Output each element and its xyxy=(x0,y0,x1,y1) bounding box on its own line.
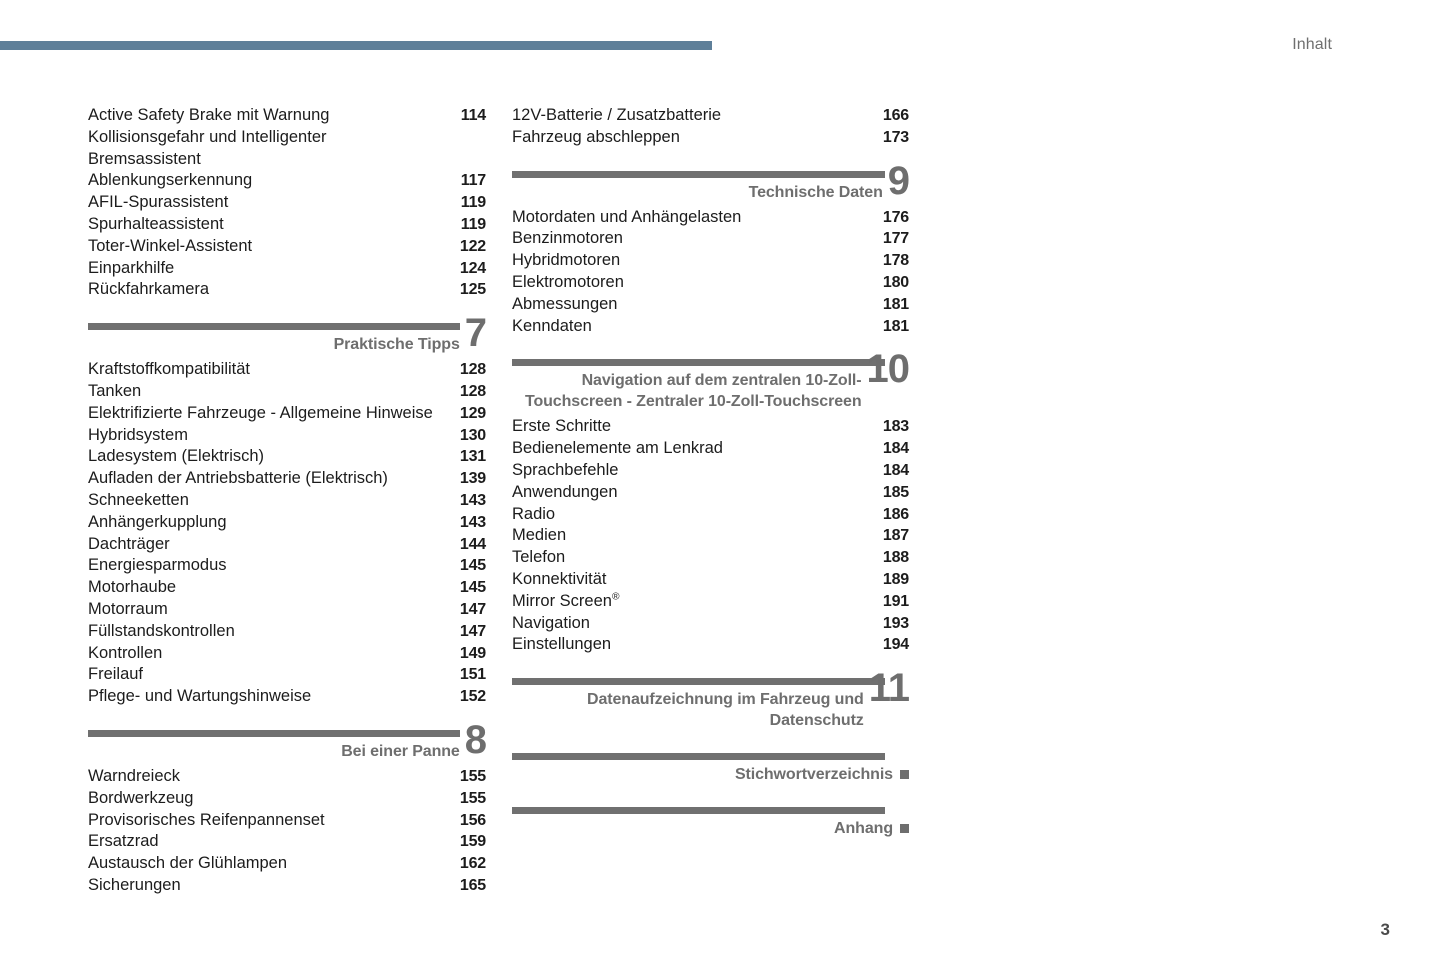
toc-entry[interactable] xyxy=(512,316,909,338)
toc-entry-page-number: 147 xyxy=(459,622,486,640)
toc-entry-title: Einparkhilfe xyxy=(88,258,175,277)
toc-entry-page-number: 145 xyxy=(459,557,486,575)
toc-entry[interactable] xyxy=(88,621,486,643)
toc-section-header[interactable] xyxy=(512,158,909,203)
running-head: Inhalt xyxy=(1292,36,1332,53)
toc-entry-page-number: 181 xyxy=(882,295,909,313)
toc-section-header[interactable] xyxy=(512,666,909,731)
toc-entry-page-number: 189 xyxy=(882,570,909,588)
toc-entry-title: Sicherungen xyxy=(88,875,181,894)
toc-entry-page-number: 159 xyxy=(459,833,486,851)
toc-entry-page-number: 151 xyxy=(459,666,486,684)
toc-entry-title: Pflege- und Wartungshinweise xyxy=(88,687,312,706)
toc-entry[interactable] xyxy=(512,482,909,504)
toc-entry-title: Rückfahrkamera xyxy=(88,280,210,299)
toc-entry-page-number: 180 xyxy=(882,273,909,291)
toc-entry[interactable] xyxy=(88,534,486,556)
registered-trademark-icon: ® xyxy=(611,591,620,603)
toc-entry-page-number: 177 xyxy=(882,230,909,248)
toc-entry-title: Tanken xyxy=(88,381,142,400)
toc-entry-title: Füllstandskontrollen xyxy=(88,621,235,640)
toc-entry[interactable] xyxy=(88,170,486,192)
toc-entry[interactable] xyxy=(88,686,486,708)
toc-entry-page-number: 129 xyxy=(459,404,486,422)
toc-entry-title: Hybridmotoren xyxy=(512,251,621,270)
toc-entry-title: Benzinmotoren xyxy=(512,229,623,248)
toc-entry-page-number: 125 xyxy=(459,281,486,299)
toc-entry-title: Dachträger xyxy=(88,534,170,553)
toc-entry-title: Freilauf xyxy=(88,665,144,684)
toc-entry-page-number: 194 xyxy=(882,636,909,654)
section-chapter-number: 9 xyxy=(887,158,909,203)
toc-entry-title: Motorraum xyxy=(88,599,168,618)
toc-entry-page-number: 119 xyxy=(460,194,486,212)
toc-entry-group xyxy=(512,105,909,149)
toc-entry-title: Ablenkungserkennung xyxy=(88,171,253,190)
toc-entry[interactable] xyxy=(88,490,486,512)
toc-entry-title: Warndreieck xyxy=(88,766,180,785)
toc-entry-title: Einstellungen xyxy=(512,635,612,654)
toc-entry-group xyxy=(88,105,486,301)
section-header-row xyxy=(512,347,909,412)
toc-entry[interactable] xyxy=(512,250,909,272)
toc-entry[interactable] xyxy=(512,525,909,547)
toc-entry[interactable] xyxy=(88,577,486,599)
section-rule xyxy=(88,730,460,737)
toc-entry-title: Kenndaten xyxy=(512,316,592,335)
page-number: 3 xyxy=(1380,920,1390,939)
toc-entry-page-number: 122 xyxy=(459,237,486,255)
toc-entry-title: Schneeketten xyxy=(88,490,189,509)
toc-entry-page-number: 156 xyxy=(459,811,486,829)
toc-entry-title: Motordaten und Anhängelasten xyxy=(512,207,742,226)
toc-entry-title: Toter-Winkel-Assistent xyxy=(88,236,253,255)
section-rule xyxy=(88,323,460,330)
toc-entry[interactable] xyxy=(88,664,486,686)
toc-entry-page-number: 130 xyxy=(459,426,486,444)
section-rule xyxy=(512,753,885,760)
toc-entry-page-number: 143 xyxy=(459,491,486,509)
toc-entry-page-number: 176 xyxy=(882,208,909,226)
toc-entry-title: Aufladen der Antriebsbatterie (Elektrisch) xyxy=(88,469,388,488)
section-rule xyxy=(512,807,885,814)
toc-entry-title: AFIL-Spurassistent xyxy=(88,193,229,212)
toc-entry-title: Fahrzeug abschleppen xyxy=(512,127,680,146)
toc-entry[interactable] xyxy=(88,555,486,577)
toc-entry-group xyxy=(88,766,486,897)
section-rule xyxy=(512,171,885,178)
section-title: Navigation auf dem zentralen 10-Zoll-Touchscreen - Zentraler 10-Zoll-Touchscreen xyxy=(524,372,862,411)
toc-entry[interactable] xyxy=(512,228,909,250)
square-marker-icon xyxy=(900,770,909,779)
toc-entry[interactable] xyxy=(88,853,486,875)
toc-entry[interactable] xyxy=(88,810,486,832)
toc-entry[interactable] xyxy=(512,613,909,635)
toc-entry-title: Medien xyxy=(512,526,567,545)
toc-entry[interactable] xyxy=(512,105,909,127)
toc-entry-page-number: 149 xyxy=(459,644,486,662)
toc-section-header[interactable] xyxy=(512,753,909,785)
toc-entry-page-number: 181 xyxy=(882,317,909,335)
toc-entry-title: Ersatzrad xyxy=(88,832,159,851)
section-title: Datenaufzeichnung im Fahrzeug und Datenschutz xyxy=(586,691,864,730)
toc-entry-title: Anwendungen xyxy=(512,482,618,501)
toc-entry-page-number: 173 xyxy=(882,128,909,146)
toc-entry[interactable] xyxy=(88,359,486,381)
toc-entry[interactable] xyxy=(512,438,909,460)
section-title: Anhang xyxy=(834,820,893,838)
toc-entry[interactable] xyxy=(88,236,486,258)
toc-entry-page-number: 139 xyxy=(459,470,486,488)
toc-entry-group xyxy=(512,416,909,656)
section-rule xyxy=(512,678,885,685)
toc-entry-page-number: 165 xyxy=(459,876,486,894)
toc-entry[interactable] xyxy=(512,294,909,316)
toc-entry-page-number: 145 xyxy=(459,579,486,597)
section-title: Praktische Tipps xyxy=(333,336,460,354)
toc-entry[interactable] xyxy=(512,634,909,656)
toc-entry-page-number: 131 xyxy=(459,448,486,466)
section-chapter-number: 8 xyxy=(464,717,486,762)
toc-entry-title: Spurhalteassistent xyxy=(88,214,224,233)
toc-entry-page-number: 188 xyxy=(882,549,909,567)
toc-entry-page-number: 119 xyxy=(460,215,486,233)
toc-entry-title: Ladesystem (Elektrisch) xyxy=(88,447,265,466)
toc-entry[interactable] xyxy=(512,272,909,294)
toc-entry[interactable] xyxy=(88,831,486,853)
toc-entry[interactable] xyxy=(88,258,486,280)
toc-entry-title: Radio xyxy=(512,504,556,523)
toc-entry[interactable] xyxy=(88,214,486,236)
toc-entry[interactable] xyxy=(512,207,909,229)
toc-entry[interactable] xyxy=(88,599,486,621)
toc-entry-title: Telefon xyxy=(512,548,566,567)
toc-entry[interactable] xyxy=(512,547,909,569)
toc-entry-page-number: 117 xyxy=(460,172,486,190)
toc-entry[interactable] xyxy=(512,416,909,438)
toc-entry-page-number: 124 xyxy=(459,259,486,277)
square-marker-icon xyxy=(900,824,909,833)
toc-entry-title: Motorhaube xyxy=(88,578,177,597)
section-header-row xyxy=(512,158,909,203)
toc-entry-title: Kraftstoffkompatibilität xyxy=(88,360,251,379)
toc-entry-page-number: 128 xyxy=(459,382,486,400)
toc-entry-page-number: 183 xyxy=(882,418,909,436)
section-title: Bei einer Panne xyxy=(341,742,460,760)
toc-section-header[interactable] xyxy=(88,311,486,356)
toc-entry-title: Hybridsystem xyxy=(88,425,188,444)
section-header-row xyxy=(512,763,909,785)
toc-entry-title: Bedienelemente am Lenkrad xyxy=(512,439,723,458)
toc-entry-page-number: 193 xyxy=(882,614,909,632)
toc-entry[interactable] xyxy=(512,504,909,526)
toc-entry-page-number: 184 xyxy=(882,461,909,479)
toc-entry-title: Energiesparmodus xyxy=(88,556,227,575)
toc-entry-title: Kontrollen xyxy=(88,643,163,662)
section-title: Technische Daten xyxy=(748,183,883,201)
section-chapter-number: 11 xyxy=(868,666,909,711)
toc-entry-page-number: 147 xyxy=(459,600,486,618)
toc-entry[interactable] xyxy=(88,425,486,447)
toc-entry-title: Sprachbefehle xyxy=(512,460,619,479)
toc-entry[interactable] xyxy=(88,279,486,301)
toc-entry-page-number: 114 xyxy=(460,107,486,124)
section-header-row xyxy=(512,666,909,731)
toc-entry[interactable] xyxy=(88,105,486,170)
toc-entry-title: 12V-Batterie / Zusatzbatterie xyxy=(512,106,722,124)
section-rule xyxy=(512,359,885,366)
toc-entry[interactable] xyxy=(512,460,909,482)
toc-entry-group xyxy=(88,359,486,708)
toc-section-header[interactable] xyxy=(88,717,486,762)
toc-entry-page-number: 166 xyxy=(882,107,909,124)
toc-entry-title: Konnektivität xyxy=(512,569,607,588)
toc-entry[interactable] xyxy=(88,192,486,214)
toc-column-right xyxy=(512,105,909,843)
toc-entry-page-number: 186 xyxy=(882,505,909,523)
section-header-row xyxy=(512,817,909,839)
toc-entry-title: Bordwerkzeug xyxy=(88,788,194,807)
toc-entry-page-number: 191 xyxy=(882,592,909,610)
toc-entry[interactable] xyxy=(88,512,486,534)
toc-entry-page-number: 155 xyxy=(459,789,486,807)
toc-entry[interactable] xyxy=(88,468,486,490)
section-chapter-number: 10 xyxy=(866,347,909,392)
toc-entry[interactable] xyxy=(88,643,486,665)
toc-entry[interactable] xyxy=(88,875,486,897)
toc-entry[interactable] xyxy=(512,569,909,591)
toc-section-header[interactable] xyxy=(512,807,909,839)
toc-entry-title: Elektrifizierte Fahrzeuge - Allgemeine Hinweise xyxy=(88,403,433,422)
toc-entry-page-number: 128 xyxy=(459,361,486,379)
toc-entry-page-number: 178 xyxy=(882,252,909,270)
toc-entry-title: Mirror Screen® xyxy=(512,591,620,610)
toc-entry-title: Elektromotoren xyxy=(512,272,624,291)
toc-column-left xyxy=(88,105,486,897)
toc-entry-page-number: 187 xyxy=(882,527,909,545)
toc-entry-title: Navigation xyxy=(512,613,590,632)
toc-entry-page-number: 143 xyxy=(459,513,486,531)
toc-entry[interactable] xyxy=(88,403,486,425)
toc-entry-title: Anhängerkupplung xyxy=(88,512,227,531)
toc-entry-page-number: 185 xyxy=(882,483,909,501)
section-title: Stichwortverzeichnis xyxy=(734,766,893,784)
toc-entry[interactable] xyxy=(88,446,486,468)
toc-entry-group xyxy=(512,207,909,338)
toc-entry[interactable] xyxy=(88,788,486,810)
toc-entry[interactable] xyxy=(512,591,909,613)
toc-entry-page-number: 184 xyxy=(882,440,909,458)
section-chapter-number: 7 xyxy=(464,311,486,356)
toc-entry-page-number: 152 xyxy=(459,688,486,706)
toc-entry-title: Austausch der Glühlampen xyxy=(88,854,288,873)
section-header-row xyxy=(88,717,486,762)
toc-entry-title: Erste Schritte xyxy=(512,417,612,436)
toc-entry[interactable] xyxy=(88,381,486,403)
toc-section-header[interactable] xyxy=(512,347,909,412)
toc-entry-page-number: 162 xyxy=(459,855,486,873)
toc-entry[interactable] xyxy=(512,127,909,149)
toc-entry-page-number: 155 xyxy=(459,767,486,785)
section-header-row xyxy=(88,311,486,356)
toc-entry-title: Active Safety Brake mit Warnung Kollisionsgefahr und Intelligenter Bremsassistent xyxy=(88,106,330,168)
toc-entry-title: Abmessungen xyxy=(512,294,618,313)
toc-entry-title: Provisorisches Reifenpannenset xyxy=(88,810,325,829)
toc-entry-page-number: 144 xyxy=(459,535,486,553)
toc-entry[interactable] xyxy=(88,766,486,788)
